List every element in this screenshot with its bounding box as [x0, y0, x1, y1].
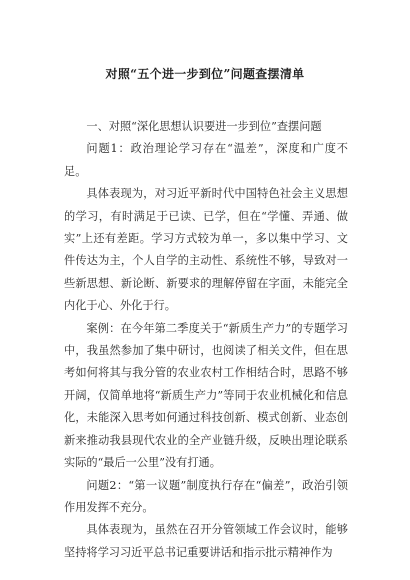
case-paragraph: 案例：在今年第二季度关于“新质生产力”的专题学习中，我虽然参加了集中研讨，也阅读了相关文件，但在思考如何将其与我分管的农业农村工作相结合时，思路不够开阔，仅简单地将“新质生产力”等同于农业机械化和信息化，未能深入思考如何通过科技创新、模式创新、业态创新来推动我县现代农业的全产业链升级，反映出理论联系实际的“最后一公里”没有打通。 — [64, 321, 348, 470]
document-body — [64, 116, 348, 564]
document-title: 对照“五个进一步到位”问题查摆清单 — [105, 67, 305, 81]
issue-1-detail-paragraph: 具体表现为，对习近平新时代中国特色社会主义思想的学习，有时满足于已读、已学，但在“学懂、弄通、做实”上还有差距。学习方式较为单一，多以集中学习、文件传达为主，个人自学的主动性、系统性不够，导致对一些新思想、新论断、新要求的理解停留在字面，未能完全内化于心、外化于行。 — [64, 187, 348, 313]
issue-2-heading: 问题2：“第一议题”制度执行存在“偏差”，政治引领作用发挥不充分。 — [64, 478, 348, 514]
section-heading: 一、对照“深化思想认识要进一步到位”查摆问题 — [86, 120, 322, 133]
issue-1-heading: 问题1：政治理论学习存在“温差”，深度和广度不足。 — [64, 142, 348, 178]
issue-2-detail-paragraph: 具体表现为，虽然在召开分管领域工作会议时，能够坚持将学习习近平总书记重要讲话和指示批示精神作为 — [64, 523, 348, 559]
